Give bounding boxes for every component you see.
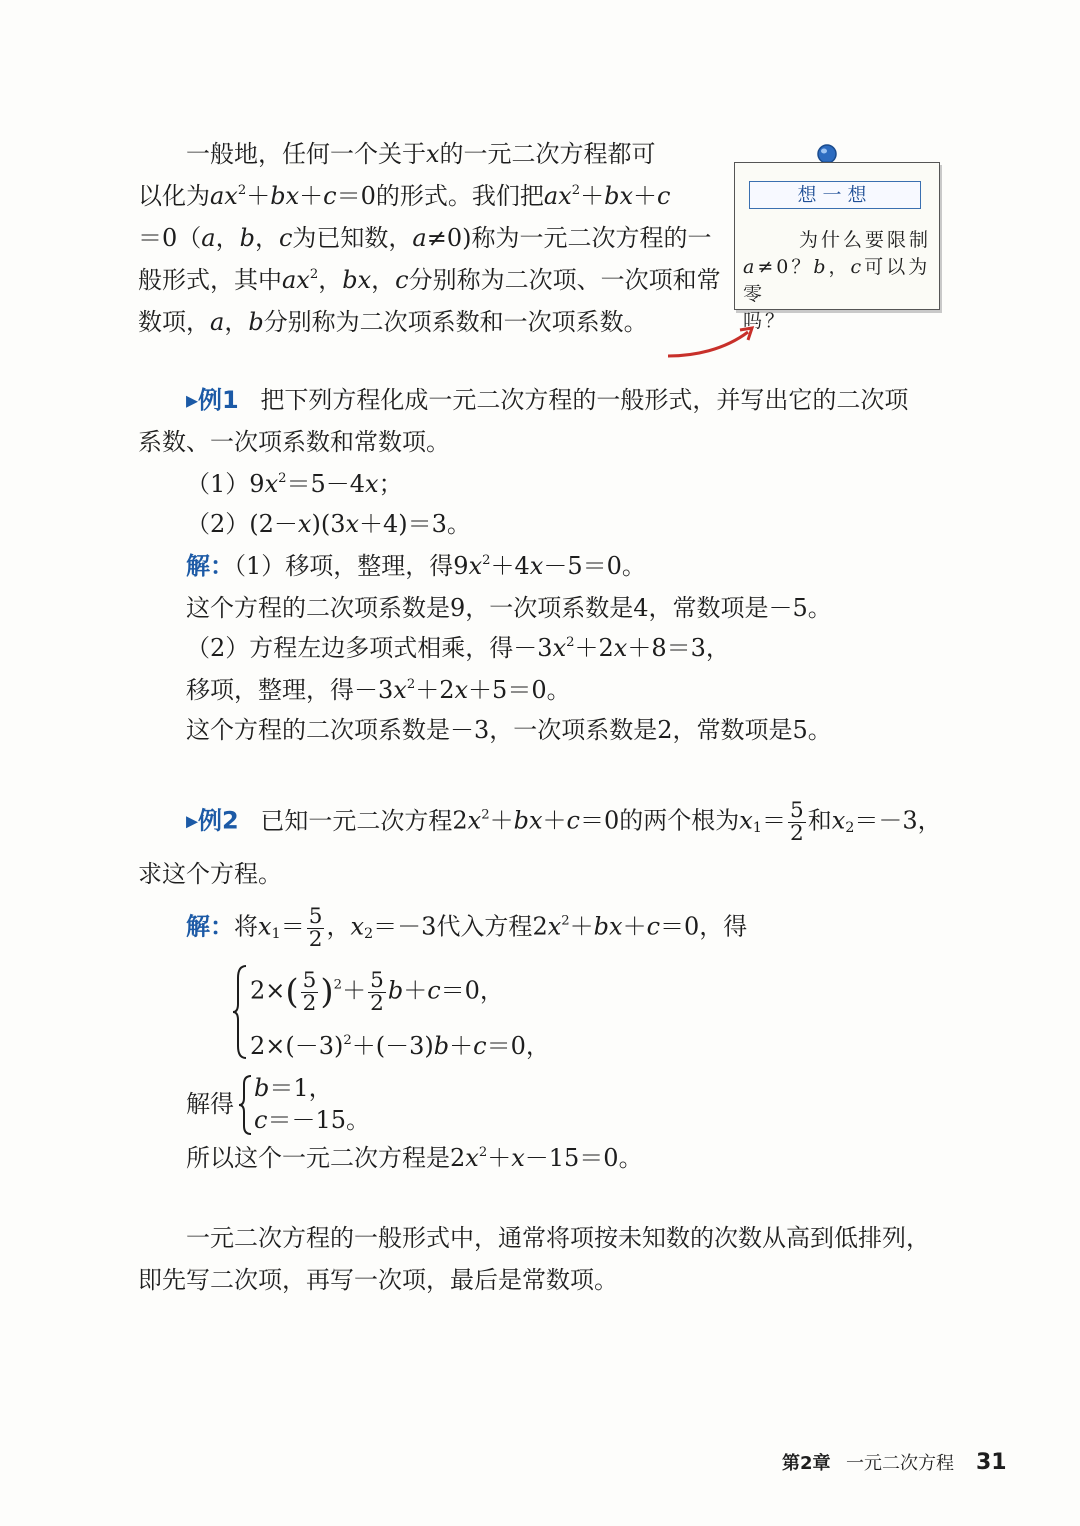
example-1-solution-2: 这个方程的二次项系数是9，一次项系数是4，常数项是－5。 — [186, 594, 832, 622]
intro-text: ＝0（ — [138, 224, 202, 252]
note-text — [743, 227, 931, 335]
intro-text: 般形式，其中 — [138, 266, 282, 294]
ex1-text: （2）方程左边多项式相乘，得 — [186, 634, 514, 662]
ex2-text: 所以这个一元二次方程是 — [186, 1144, 450, 1172]
example-2-label: ▸例2 — [186, 806, 239, 835]
frac-den: 2 — [308, 926, 323, 952]
example-1-question-line-2: 系数、一次项系数和常数项。 — [138, 428, 450, 456]
intro-line-5: 数项，a，b分别称为二次项系数和一次项系数。 — [138, 308, 648, 336]
system-equation-2: $2\times(-3)^2+(-3)b+c=0$， — [250, 1032, 550, 1060]
example-1-label: ▸例1 — [186, 386, 239, 414]
solution-label: 解： — [186, 552, 234, 580]
ex1-text: 把下列方程化成一元二次方程的一般形式，并写出它的二次项 — [260, 386, 909, 414]
ex2-text: 已知一元二次方程 — [260, 806, 453, 835]
footer-title: 一元二次方程 — [846, 1453, 954, 1474]
fraction: $\frac{5}{2}$ — [302, 968, 317, 1016]
intro-line-1: 一般地，任何一个关于x的一元二次方程都可 — [186, 140, 656, 168]
ex1-text: 移项，整理，得 — [186, 676, 354, 704]
fraction — [788, 800, 806, 844]
note-line-2: a≠0？b，c可以为零 — [743, 256, 931, 305]
intro-text: 的一元二次方程都可 — [439, 140, 656, 168]
fraction — [307, 906, 325, 950]
intro-text: ≠0)称为一元二次方程的一 — [426, 224, 712, 252]
closing-line-1: 一元二次方程的一般形式中，通常将项按未知数的次数从高到低排列， — [186, 1224, 930, 1252]
page-number: 31 — [976, 1450, 1007, 1475]
example-2-final: 所以这个一元二次方程是$2x^2+x-15=0$。 — [186, 1144, 643, 1172]
closing-line-2: 即先写二次项，再写一次项，最后是常数项。 — [138, 1266, 618, 1294]
intro-line-3: ＝0（a，b，c为已知数，a≠0)称为一元二次方程的一 — [138, 224, 712, 252]
note-line-3: 吗？ — [743, 310, 788, 332]
ex1-text: （1）移项，整理，得 — [234, 552, 454, 580]
ex2-text: ，得 — [699, 912, 748, 941]
think-note — [734, 162, 940, 332]
solution-label: 解： — [186, 912, 234, 941]
note-text-part: 可以为零 — [743, 256, 931, 305]
note-text-part: ≠0？ — [757, 256, 814, 278]
intro-text: 分别称为二次项、一次项和常 — [408, 266, 721, 294]
frac-num: 5 — [789, 798, 804, 823]
brace-icon — [238, 1074, 254, 1136]
ex1-text: （2） — [186, 510, 250, 538]
solve-b: b＝1， — [254, 1074, 333, 1102]
intro-text: 以化为 — [138, 182, 210, 210]
brace-icon — [232, 964, 250, 1060]
ex2-text: 的两个根为 — [619, 806, 740, 835]
intro-line-4: 般形式，其中$ax^2$，bx，c分别称为二次项、一次项和常 — [138, 266, 721, 294]
example-1-question-line-1 — [186, 388, 908, 412]
frac-den: 2 — [789, 820, 804, 846]
fraction: $\frac{5}{2}$ — [370, 968, 384, 1016]
ex2-text: 代入方程 — [436, 912, 533, 941]
solve-c: c＝－15。 — [254, 1106, 370, 1134]
example-2-question-line-2: 求这个方程。 — [138, 860, 282, 888]
intro-text: 为已知数， — [292, 224, 413, 252]
solve-label: 解得 — [186, 1090, 234, 1118]
intro-text: 的形式。我们把 — [375, 182, 544, 210]
example-1-solution-3: （2）方程左边多项式相乘，得$-3x^2+2x+8=3$， — [186, 634, 730, 662]
intro-text: 分别称为二次项系数和一次项系数。 — [263, 308, 648, 336]
example-1-solution-4: 移项，整理，得$-3x^2+2x+5=0$。 — [186, 676, 571, 704]
system-equation-1: 2×( $\frac{5}{2}$ )$^2$＋ $\frac{5}{2}$ b＋c＝0， — [250, 968, 504, 1016]
arrow-icon — [664, 322, 764, 366]
ex2-text: 将 — [234, 912, 258, 941]
intro-text: 数项， — [138, 308, 210, 336]
footer-chapter: 第2章 — [782, 1453, 831, 1474]
example-1-part-1: $(1)9x^2=5-4x$； — [186, 470, 403, 498]
ex1-text: （1） — [186, 470, 250, 498]
example-2-solution-1: 解：将$x_1=$ $\frac{5}{2}$ ，$x_2=-3$代入方程$2x^2+bx+c=0$，得 — [186, 904, 748, 952]
example-1-solution-1: 解：（1）移项，整理，得$9x^2+4x-5=0$。 — [186, 552, 646, 580]
ex2-text: 和 — [807, 806, 832, 835]
intro-line-2: 以化为$ax^2+bx+c=0$的形式。我们把$ax^2+bx+c$ — [138, 182, 671, 210]
note-title: 想一想 — [749, 181, 921, 209]
intro-text: 一般地，任何一个关于 — [186, 140, 426, 168]
example-1-solution-5: 这个方程的二次项系数是－3，一次项系数是2，常数项是5。 — [186, 716, 832, 744]
example-2-question-line-1: ▸例2 已知一元二次方程$2x^2+bx+c=0$的两个根为$x_1=$ $\frac{5}{2}$ 和$x_2=-3$， — [186, 798, 942, 846]
note-line-1: 为什么要限制 — [798, 229, 931, 251]
frac-num: 5 — [308, 904, 323, 929]
example-1-part-2: （2）(2－x)(3x＋4)＝3。 — [186, 510, 471, 538]
